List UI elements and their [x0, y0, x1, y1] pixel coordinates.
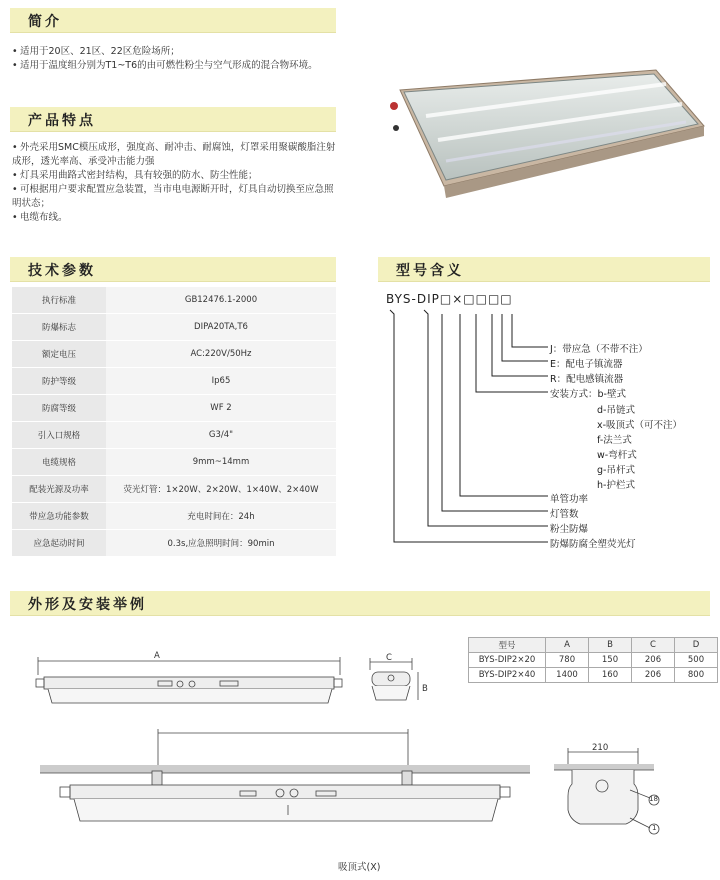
intro-item: • 适用于温度组分别为T1~T6的由可燃性粉尘与空气形成的混合物环境。 — [12, 60, 318, 71]
feature-item: • 电缆布线。 — [12, 212, 68, 223]
section-header-model — [378, 257, 710, 282]
table-row: 防爆标志 DIPA20TA,T6 — [12, 314, 336, 341]
section-header-outline — [10, 591, 710, 616]
model-label: f-法兰式 — [597, 435, 632, 446]
ceiling-mount-drawing — [40, 725, 530, 845]
section-title-outline: 外形及安装举例 — [28, 597, 147, 613]
table-row: 电缆规格 9mm~14mm — [12, 449, 336, 476]
table-row: 配装光源及功率 荧光灯管：1×20W、2×20W、1×40W、2×40W — [12, 476, 336, 503]
model-label: 单管功率 — [550, 494, 589, 505]
table-row: 防腐等级 WF 2 — [12, 395, 336, 422]
model-label: 防爆防腐全塑荧光灯 — [550, 539, 636, 550]
section-header-features — [10, 107, 336, 132]
feature-list — [12, 141, 335, 225]
table-row: 额定电压 AC:220V/50Hz — [12, 341, 336, 368]
model-label: h-护栏式 — [597, 480, 635, 491]
model-label: 粉尘防爆 — [550, 524, 589, 535]
model-label: E：配电子镇流器 — [550, 359, 623, 370]
model-tree-lines — [380, 300, 560, 550]
intro-item: • 适用于20区、21区、22区危险场所； — [12, 46, 180, 57]
spec-table — [12, 287, 336, 557]
feature-item: • 灯具采用曲路式密封结构，具有较强的防水、防尘性能； — [12, 170, 258, 181]
model-label: w-弯杆式 — [597, 450, 637, 461]
model-label: J：带应急（不带不注） — [550, 344, 648, 355]
table-row: BYS-DIP2×20 780 150 206 500 — [469, 653, 718, 668]
intro-list — [12, 45, 318, 73]
dimension-table — [468, 637, 718, 683]
drawing-caption: 吸顶式(X) — [338, 862, 381, 873]
product-photo — [386, 66, 710, 222]
model-label: g-吊杆式 — [597, 465, 635, 476]
callout-1: 1 — [652, 824, 657, 832]
section-header-intro — [10, 8, 336, 33]
side-view-drawing — [360, 656, 440, 716]
table-row: 型号 A B C D — [469, 638, 718, 653]
dim-label-a: A — [154, 651, 160, 661]
section-title-params: 技术参数 — [28, 263, 96, 279]
feature-item: • 外壳采用SMC模压成形，强度高、耐冲击、耐腐蚀，灯罩采用聚碳酸脂注射 成形，透光率高、承受冲击能力强 — [12, 142, 336, 167]
dim-label-b: B — [422, 684, 428, 694]
table-row: 防护等级 Ip65 — [12, 368, 336, 395]
model-label: 安装方式：b-壁式 — [550, 389, 626, 400]
model-code: BYS-DIP□×□□□□ — [386, 292, 513, 306]
table-row: 引入口规格 G3/4" — [12, 422, 336, 449]
dim-label-c: C — [386, 653, 392, 663]
model-label: d-吊链式 — [597, 405, 635, 416]
section-title-intro: 简介 — [28, 14, 62, 30]
model-label: 灯管数 — [550, 509, 579, 520]
dim-label-210: 210 — [592, 743, 609, 753]
feature-item: • 可根据用户要求配置应急装置，当市电电源断开时，灯具自动切换至应急照 明状态； — [12, 184, 334, 209]
section-header-params — [10, 257, 336, 282]
table-row: 应急起动时间 0.3s,应急照明时间：90min — [12, 530, 336, 557]
callout-18: 18 — [649, 795, 658, 803]
section-title-features: 产品特点 — [28, 113, 96, 129]
model-label: x-吸顶式（可不注） — [597, 420, 683, 431]
table-row: BYS-DIP2×40 1400 160 206 800 — [469, 668, 718, 683]
table-row: 带应急功能参数 充电时间在：24h — [12, 503, 336, 530]
table-row: 执行标准 GB12476.1-2000 — [12, 287, 336, 314]
section-title-model: 型号含义 — [396, 263, 464, 279]
front-view-drawing — [30, 655, 360, 715]
model-label: R：配电感镇流器 — [550, 374, 624, 385]
